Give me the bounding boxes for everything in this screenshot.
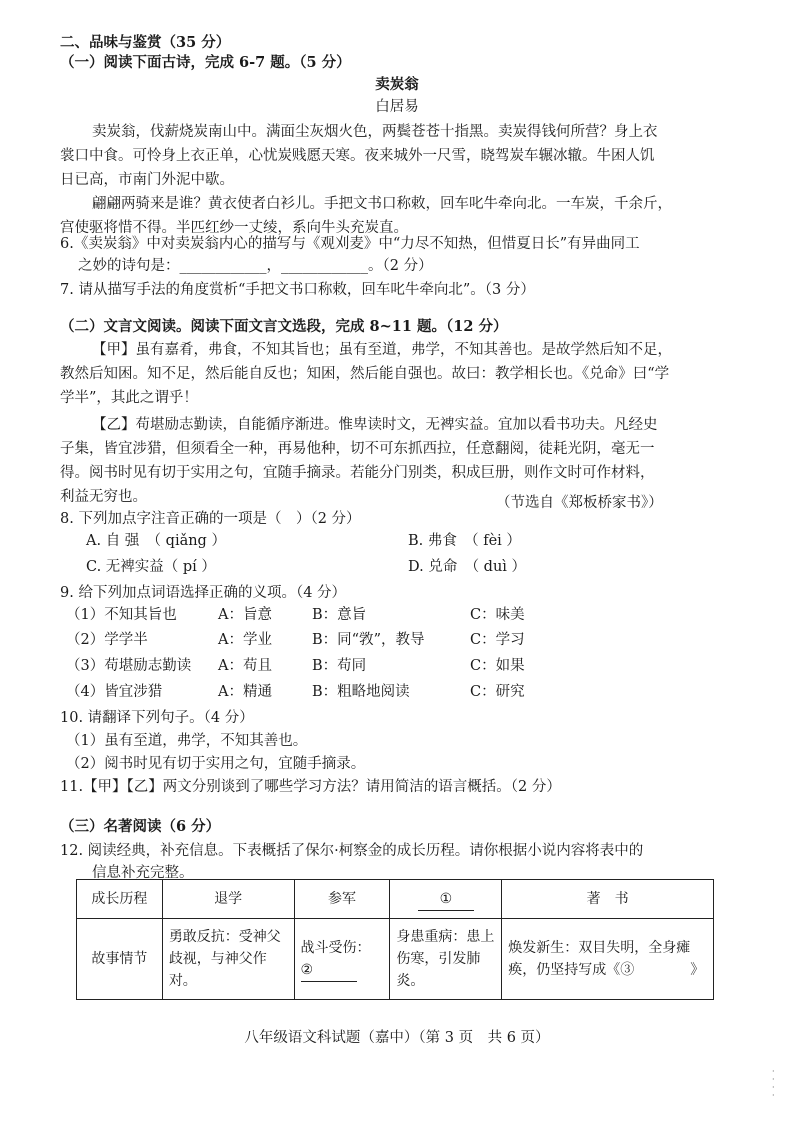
q9-option-c: C：研究 — [470, 684, 525, 700]
q9-option-c: C：味美 — [470, 607, 525, 623]
question-12: 12. 阅读经典，补充信息。下表概括了保尔·柯察金的成长历程。请你根据小说内容将表中的 — [60, 843, 644, 859]
table-header: 参军 — [294, 880, 390, 919]
table-cell: 身患重病：患上伤寒，引发肺炎。 — [390, 919, 502, 1000]
question-8: 8. 下列加点字注音正确的一项是（ ）（2 分） — [60, 511, 361, 527]
poem-line: 裳口中食。可怜身上衣正单，心忧炭贱愿天寒。夜来城外一尺雪，晓驾炭车辗冰辙。牛困人饥 — [60, 148, 655, 164]
table-header: 退学 — [162, 880, 294, 919]
part1-heading: （一）阅读下面古诗，完成 6-7 题。（5 分） — [60, 54, 351, 71]
passage-jia-line: 教然后知困。知不足，然后能自反也；知困，然后能自强也。故曰：教学相长也。《兑命》曰“学 — [60, 366, 670, 382]
blank-2[interactable]: ② — [301, 959, 357, 982]
q9-option-b: B：粗略地阅读 — [312, 684, 410, 700]
page-footer: 八年级语文科试题（嘉中）（第 3 页 共 6 页） — [244, 1030, 550, 1046]
q8-option-a: A. 自 强 （ qiǎng ） — [86, 533, 226, 549]
table-header-row — [77, 880, 714, 919]
q9-option-b: B：同“敩”，教导 — [312, 632, 425, 648]
q9-item: （4）皆宜涉猎 — [66, 684, 163, 700]
growth-table — [76, 879, 714, 1000]
q9-option-b: B：苟同 — [312, 658, 367, 674]
q9-option-a: A：苟且 — [218, 658, 272, 674]
poem-line: 翩翩两骑来是谁？黄衣使者白衫儿。手把文书口称敕，回车叱牛牵向北。一车炭，千余斤， — [92, 196, 672, 212]
q9-option-a: A：旨意 — [218, 607, 272, 623]
table-header-blank[interactable] — [390, 880, 502, 919]
q9-item: （2）学学半 — [66, 632, 148, 648]
q9-option-b: B：意旨 — [312, 607, 367, 623]
poem-line: 卖炭翁，伐薪烧炭南山中。满面尘灰烟火色，两鬓苍苍十指黑。卖炭得钱何所营？身上衣 — [92, 124, 658, 140]
table-cell: 勇敢反抗：受神父歧视，与神父作对。 — [162, 919, 294, 1000]
passage-yi-line: 得。阅书时见有切于实用之句，宜随手摘录。若能分门别类，积成巨册，则作文时可作材料， — [60, 465, 655, 481]
passage-yi-line: 【乙】苟堪励志勤读，自能循序渐进。惟卑读时文，无裨实益。宜加以看书功夫。凡经史 — [92, 417, 658, 433]
table-header: 著 书 — [502, 880, 714, 919]
table-row — [77, 919, 714, 1000]
q10-item: （1）虽有至道，弗学，不知其善也。 — [66, 733, 308, 749]
poem-line: 宫使驱将惜不得。半匹红纱一丈绫，系向牛头充炭直。 — [60, 220, 408, 236]
poem-author: 白居易 — [375, 99, 419, 115]
q8-option-c: C. 无裨实益（ pí ） — [86, 559, 216, 575]
table-cell-text: 战斗受伤： — [300, 939, 371, 956]
question-11: 11.【甲】【乙】两文分别谈到了哪些学习方法？请用简洁的语言概括。（2 分） — [60, 779, 561, 795]
q8-option-b: B. 弗食 （ fèi ） — [408, 533, 521, 549]
part2-heading: （二）文言文阅读。阅读下面文言文选段，完成 8~11 题。（12 分） — [60, 318, 508, 335]
section-heading: 二、品味与鉴赏（35 分） — [60, 34, 231, 51]
part3-heading: （三）名著阅读（6 分） — [60, 818, 221, 835]
q9-option-c: C：如果 — [470, 658, 525, 674]
question-7: 7. 请从描写手法的角度赏析“手把文书口称敕，回车叱牛牵向北”。（3 分） — [60, 282, 535, 298]
q9-item: （1）不知其旨也 — [66, 607, 177, 623]
q9-option-a: A：精通 — [218, 684, 272, 700]
poem-title: 卖炭翁 — [375, 76, 419, 93]
q9-option-a: A：学业 — [218, 632, 272, 648]
passage-yi-line: 子集，皆宜涉猎，但须看全一种，再易他种，切不可东抓西拉，任意翻阅，徒耗光阴，毫无一 — [60, 441, 655, 457]
q9-item: （3）苟堪励志勤读 — [66, 658, 192, 674]
question-9: 9. 给下列加点词语选择正确的义项。（4 分） — [60, 585, 347, 601]
q9-option-c: C：学习 — [470, 632, 525, 648]
poem-line: 日已高，市南门外泥中歇。 — [60, 172, 234, 188]
blank-1[interactable]: ① — [418, 888, 474, 911]
question-6-answer: 之妙的诗句是：____________，____________。（2 分） — [78, 258, 433, 274]
passage-yi-line: 利益无穷也。 — [60, 489, 147, 505]
scan-marks: · · · · — [772, 1067, 775, 1100]
table-cell-blank3[interactable]: 焕发新生：双目失明，全身瘫痪，仍坚持写成《③ 》 — [502, 919, 714, 1000]
question-12-cont: 信息补充完整。 — [92, 865, 194, 881]
table-cell-blank[interactable] — [294, 919, 390, 1000]
table-header: 成长历程 — [77, 880, 163, 919]
question-6: 6.《卖炭翁》中对卖炭翁内心的描写与《观刈麦》中“力尽不知热，但惜夏日长”有异曲同工 — [60, 236, 640, 252]
question-10: 10. 请翻译下列句子。（4 分） — [60, 710, 254, 726]
passage-jia-line: 【甲】虽有嘉肴，弗食，不知其旨也；虽有至道，弗学，不知其善也。是故学然后知不足， — [92, 342, 672, 358]
q10-item: （2）阅书时见有切于实用之句，宜随手摘录。 — [66, 756, 366, 772]
source-note: （节选自《郑板桥家书》） — [496, 495, 663, 511]
passage-jia-line: 学半”，其此之谓乎！ — [60, 390, 198, 406]
row-label: 故事情节 — [77, 919, 163, 1000]
q8-option-d: D. 兑命 （ duì ） — [408, 559, 527, 575]
